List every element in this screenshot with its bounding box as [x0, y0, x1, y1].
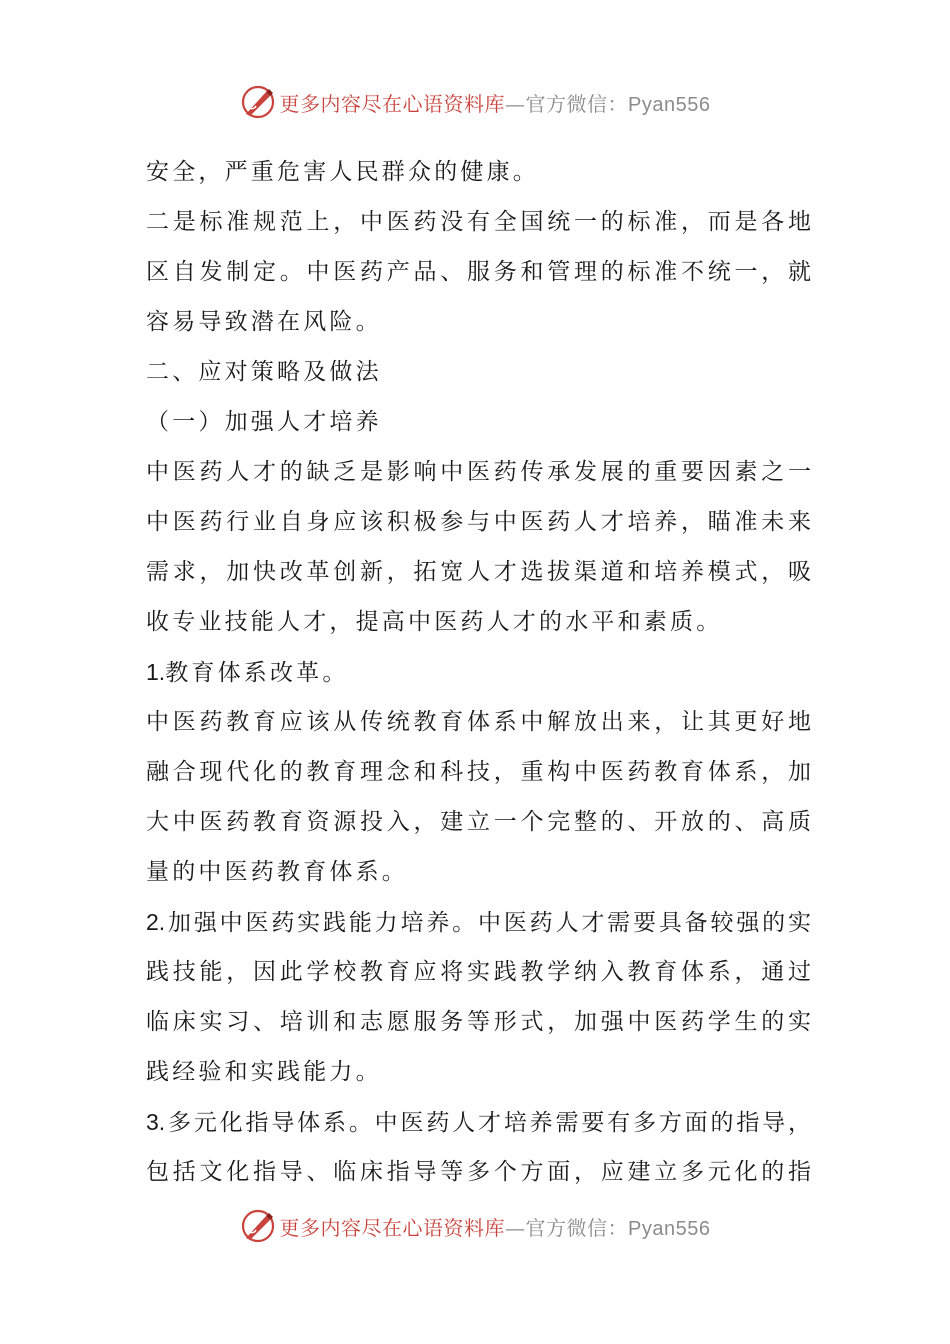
line-text: 中医药人才的缺乏是影响中医药传承发展的重要因素之一 — [146, 459, 811, 485]
line-text: 临床实习、培训和志愿服务等形式，加强中医药学生的实 — [146, 1009, 811, 1035]
banner-wechat-label: 官方微信： — [525, 1215, 629, 1240]
text-line — [146, 547, 811, 597]
banner-site-text: 更多内容尽在心语资料库 — [279, 91, 506, 116]
text-line — [146, 697, 811, 747]
footer-banner — [0, 1206, 950, 1246]
line-text: 践技能，因此学校教育应将实践教学纳入教育体系，通过 — [146, 959, 811, 985]
line-text: 融合现代化的教育理念和科技，重构中医药教育体系，加 — [146, 759, 811, 785]
pen-logo-icon — [240, 84, 276, 120]
text-line — [146, 797, 811, 847]
line-text: 多元化指导体系。中医药人才培养需要有多方面的指导， — [165, 1110, 811, 1136]
text-line — [146, 847, 811, 897]
text-line — [146, 1097, 811, 1147]
line-text: 中医药教育应该从传统教育体系中解放出来，让其更好地 — [146, 709, 811, 735]
text-line — [146, 497, 811, 547]
text-line — [146, 1147, 811, 1197]
text-line — [146, 1047, 811, 1097]
line-text: 践经验和实践能力。 — [146, 1059, 382, 1085]
line-text: 加强中医药实践能力培养。中医药人才需要具备较强的实 — [165, 910, 811, 936]
line-text: （一）加强人才培养 — [146, 409, 382, 435]
banner-wechat-label: 官方微信： — [525, 91, 629, 116]
line-text: 收专业技能人才，提高中医药人才的水平和素质。 — [146, 609, 723, 635]
banner-dash: — — [505, 91, 526, 116]
text-line — [146, 947, 811, 997]
line-text: 中医药行业自身应该积极参与中医药人才培养，瞄准未来 — [146, 509, 811, 535]
list-number: 1. — [146, 659, 166, 685]
line-text: 区自发制定。中医药产品、服务和管理的标准不统一，就 — [146, 259, 811, 285]
banner-text — [280, 1212, 711, 1241]
text-line — [146, 247, 811, 297]
line-text: 需求，加快改革创新，拓宽人才选拔渠道和培养模式，吸 — [146, 559, 811, 585]
line-text: 安全，严重危害人民群众的健康。 — [146, 159, 539, 185]
header-banner — [0, 82, 950, 122]
banner-inner — [240, 1208, 711, 1244]
banner-inner — [240, 84, 711, 120]
text-line — [146, 897, 811, 947]
line-text: 教育体系改革。 — [165, 660, 349, 686]
line-text: 量的中医药教育体系。 — [146, 859, 408, 885]
text-line — [146, 147, 811, 197]
line-text: 包括文化指导、临床指导等多个方面，应建立多元化的指 — [146, 1159, 811, 1185]
text-line — [146, 397, 811, 447]
list-number: 3. — [146, 1109, 166, 1135]
text-line — [146, 297, 811, 347]
text-line — [146, 747, 811, 797]
line-text: 容易导致潜在风险。 — [146, 309, 382, 335]
pen-logo-icon — [240, 1208, 276, 1244]
text-line — [146, 447, 811, 497]
banner-text — [280, 88, 711, 117]
line-text: 二是标准规范上，中医药没有全国统一的标准，而是各地 — [146, 209, 811, 235]
document-body — [146, 147, 811, 1197]
list-number: 2. — [146, 909, 166, 935]
banner-wechat-id: Pyan556 — [628, 93, 711, 116]
banner-site-text: 更多内容尽在心语资料库 — [279, 1215, 506, 1240]
text-line — [146, 197, 811, 247]
text-line — [146, 647, 811, 697]
banner-wechat-id: Pyan556 — [628, 1217, 711, 1240]
text-line — [146, 597, 811, 647]
line-text: 大中医药教育资源投入，建立一个完整的、开放的、高质 — [146, 809, 811, 835]
text-line — [146, 997, 811, 1047]
text-line — [146, 347, 811, 397]
banner-dash: — — [505, 1215, 526, 1240]
line-text: 二、应对策略及做法 — [146, 359, 382, 385]
